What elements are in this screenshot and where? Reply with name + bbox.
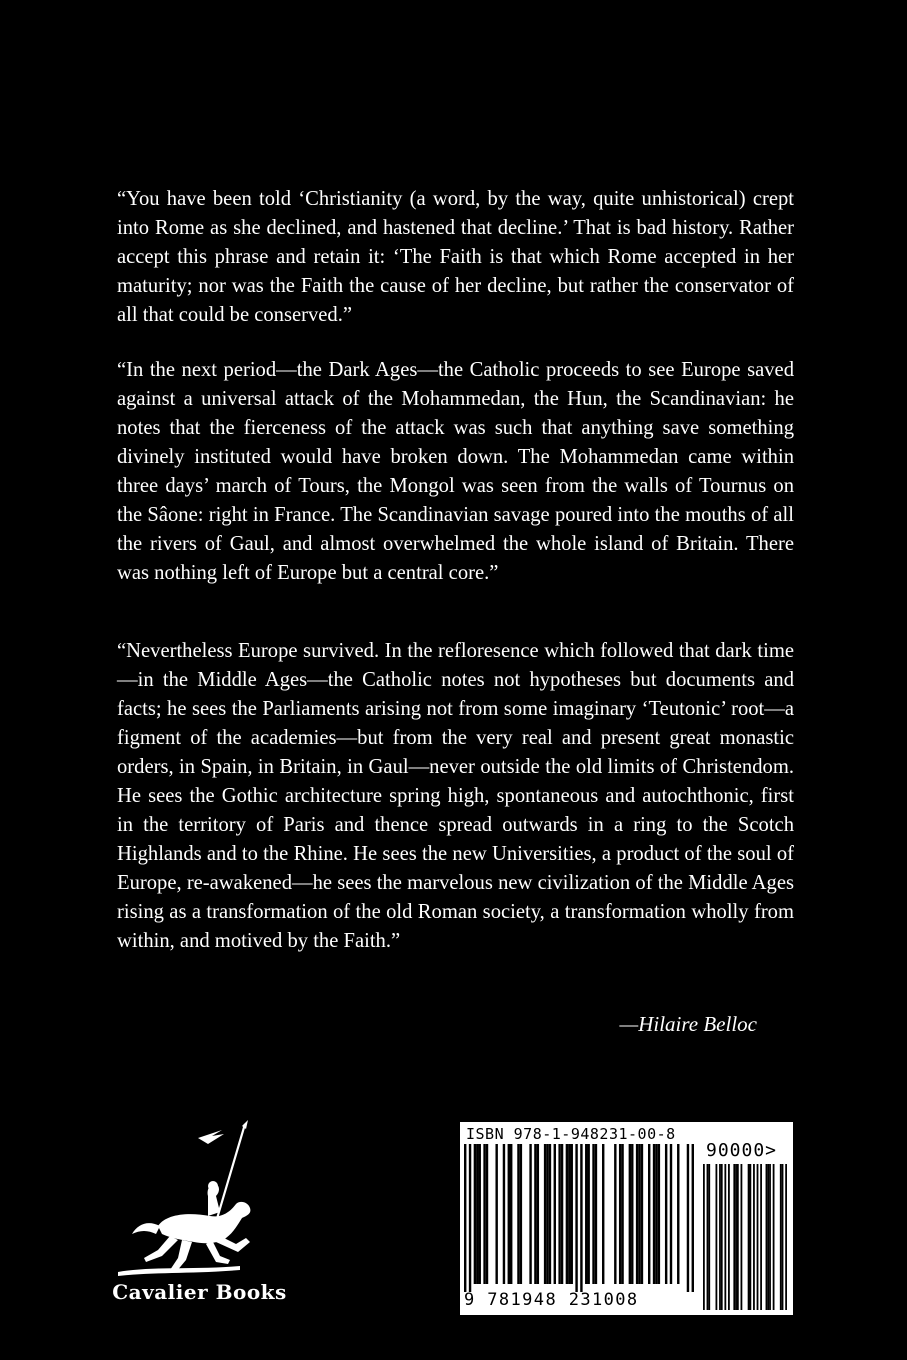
barcode-bar: [483, 1144, 485, 1284]
barcode-bar: [561, 1144, 563, 1284]
barcode-bar: [737, 1164, 739, 1310]
quote-paragraph-2: “In the next period—the Dark Ages—the Catholic proceeds to see Europe saved against a universal attack of the Mohammedan, the Hun, the Scandinavian: he notes that the fierceness of the attack was such that anything save something divinely instituted would have broken down. The Mohammedan came within three days’ march of Tours, the Mongol was seen from the walls of Tournus on the Sâone: right in France. The Scandinavian savage poured into the mouths of all the rivers of Gaul, and almost overwhelmed the whole island of Britain. There was nothing left of Europe but a central core.”: [117, 359, 794, 584]
barcode-bar: [544, 1144, 546, 1284]
barcode-bar: [785, 1164, 787, 1310]
barcode-bar: [782, 1164, 784, 1310]
barcode-bar: [641, 1144, 643, 1284]
quote-attribution: —Hilaire Belloc: [619, 1012, 757, 1036]
barcode-bar: [464, 1144, 466, 1292]
barcode-bar: [503, 1144, 505, 1284]
barcode-bar: [655, 1144, 657, 1284]
barcode-bar: [766, 1164, 768, 1310]
barcode-bar: [558, 1144, 560, 1284]
isbn-barcode: [460, 1122, 793, 1315]
barcode-bar: [653, 1144, 655, 1284]
barcode-bar: [534, 1144, 536, 1284]
barcode-bar: [692, 1144, 694, 1292]
barcode-bar: [546, 1144, 548, 1284]
barcode-bar: [638, 1144, 640, 1284]
barcode-bar: [753, 1164, 755, 1310]
knight-on-horse-icon: [112, 1120, 287, 1280]
barcode-bar: [592, 1144, 594, 1284]
barcode-bar: [707, 1164, 709, 1310]
addon-barcode-bars: [703, 1164, 787, 1310]
barcode-bar: [629, 1144, 631, 1284]
barcode-bar: [537, 1144, 539, 1284]
barcode-bar: [636, 1144, 638, 1284]
ean-barcode-bars: [464, 1144, 694, 1292]
barcode-bar: [554, 1144, 556, 1284]
isbn-label: ISBN 978-1-948231-00-8: [466, 1125, 676, 1143]
barcode-bar: [587, 1144, 589, 1284]
barcode-bar: [566, 1144, 568, 1284]
barcode-bar: [631, 1144, 633, 1284]
barcode-bar: [741, 1164, 743, 1310]
barcode-bar: [670, 1144, 672, 1284]
publisher-name: Cavalier Books: [112, 1280, 287, 1304]
barcode-bar: [708, 1164, 710, 1310]
barcode-bar: [677, 1144, 679, 1284]
barcode-bar: [602, 1144, 604, 1284]
barcode-bar: [769, 1164, 771, 1310]
barcode-bar: [510, 1144, 512, 1284]
barcode-bar: [476, 1144, 478, 1284]
barcode-bar: [595, 1144, 597, 1284]
barcode-bar: [469, 1144, 471, 1292]
barcode-bar: [517, 1144, 519, 1284]
barcode-bar: [760, 1164, 762, 1310]
barcode-bar: [721, 1164, 723, 1310]
barcode-bar: [474, 1144, 476, 1284]
barcode-bar: [719, 1164, 721, 1310]
barcode-bar: [658, 1144, 660, 1284]
barcode-bar: [575, 1144, 577, 1292]
barcode-bar: [748, 1164, 750, 1310]
barcode-bar: [733, 1164, 735, 1310]
barcode-bar: [703, 1164, 705, 1310]
barcode-bar: [614, 1144, 616, 1284]
barcode-bar: [520, 1144, 522, 1284]
barcode-bar: [580, 1144, 582, 1292]
barcode-bar: [648, 1144, 650, 1284]
barcode-bar: [780, 1164, 782, 1310]
barcode-bar: [687, 1144, 689, 1292]
barcode-bar: [621, 1144, 623, 1284]
barcode-bar: [619, 1144, 621, 1284]
barcode-bar: [757, 1164, 759, 1310]
barcode-bar: [735, 1164, 737, 1310]
barcode-bar: [495, 1144, 497, 1284]
publisher-logo: [112, 1120, 287, 1320]
quote-paragraph-3: “Nevertheless Europe survived. In the refloresence which followed that dark time—in the Middle Ages—the Catholic notes not hypotheses but documents and facts; he sees the Parliaments arising not from some imaginary ‘Teutonic’ root—a figment of the academies—but from the very real and present great monastic orders, in Spain, in Britain, in Gaul—never outside the old limits of Christendom. He sees the Gothic architecture spring high, spontaneous and autochthonic, first in the territory of Paris and thence spread outwards in a ring to the Scotch Highlands and to the Rhine. He sees the new Universities, a product of the soul of Europe, re-awakened—he sees the marvelous new civilization of the Middle Ages rising as a transformation of the old Roman society, a transformation wholly from within, and motived by the Faith.”: [117, 640, 794, 952]
quote-paragraph-1: “You have been told ‘Christianity (a word, by the way, quite unhistorical) crept into Rome as she declined, and hastened that decline.’ That is bad history. Rather accept this phrase and retain it: ‘The Faith is that which Rome accepted in her maturity; nor was the Faith the cause of her decline, but rather the conservator of all that could be conserved.”: [117, 188, 794, 326]
barcode-bar: [728, 1164, 730, 1310]
barcode-bar: [568, 1144, 570, 1284]
barcode-bar: [508, 1144, 510, 1284]
barcode-bar: [571, 1144, 573, 1284]
barcode-bar: [665, 1144, 667, 1284]
barcode-bar: [773, 1164, 775, 1310]
barcode-bar: [716, 1164, 718, 1310]
barcode-bar: [549, 1144, 551, 1284]
barcode-bar: [724, 1164, 726, 1310]
barcode-bar: [749, 1164, 751, 1310]
barcode-bar: [767, 1164, 769, 1310]
barcode-bar: [529, 1144, 531, 1284]
barcode-bar: [486, 1144, 488, 1284]
barcode-bar: [585, 1144, 587, 1284]
price-code: 90000>: [706, 1140, 778, 1161]
barcode-bar: [479, 1144, 481, 1284]
ean-digits: 9 781948 231008: [464, 1290, 639, 1310]
